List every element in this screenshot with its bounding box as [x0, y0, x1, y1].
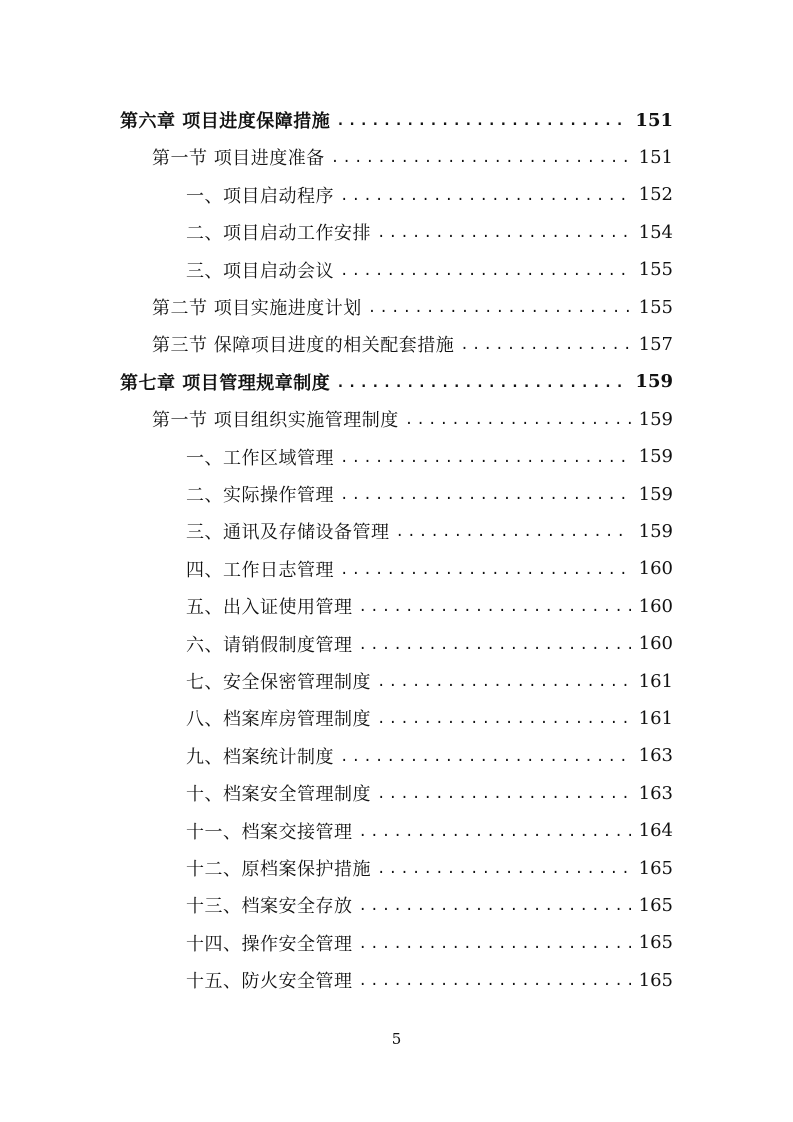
toc-dot-leader	[460, 327, 630, 363]
toc-dot-leader	[336, 365, 627, 401]
toc-dot-leader	[340, 739, 631, 775]
toc-entry-title: 第七章 项目管理规章制度	[120, 372, 331, 394]
toc-entry-page: 163	[638, 745, 673, 767]
toc-entry-page: 159	[638, 483, 673, 505]
toc-entry-title: 十四、操作安全管理	[186, 933, 353, 955]
toc-subsection-entry[interactable]	[186, 551, 673, 587]
toc-subsection-entry[interactable]	[186, 476, 673, 512]
toc-dot-leader	[359, 926, 631, 962]
toc-subsection-entry[interactable]	[186, 738, 673, 774]
toc-dot-leader	[340, 253, 631, 289]
toc-entry-page: 159	[638, 446, 673, 468]
toc-dot-leader	[377, 776, 631, 812]
toc-entry-page: 157	[638, 333, 673, 355]
toc-entry-page: 159	[635, 371, 673, 393]
toc-subsection-entry[interactable]	[186, 887, 673, 923]
toc-subsection-entry[interactable]	[186, 252, 673, 288]
toc-entry-title: 二、实际操作管理	[186, 485, 334, 506]
toc-subsection-entry[interactable]	[186, 925, 673, 961]
toc-entry-page: 165	[638, 857, 673, 879]
toc-entry-page: 165	[638, 894, 673, 916]
toc-entry-title: 第二节 项目实施进度计划	[152, 298, 362, 319]
toc-entry-title: 十五、防火安全管理	[186, 971, 353, 993]
toc-section-entry[interactable]	[152, 289, 673, 325]
toc-subsection-entry[interactable]	[186, 962, 673, 998]
toc-subsection-entry[interactable]	[186, 775, 673, 811]
toc-subsection-entry[interactable]	[186, 813, 673, 849]
toc-entry-page: 151	[635, 109, 673, 131]
toc-dot-leader	[396, 514, 631, 550]
toc-subsection-entry[interactable]	[186, 177, 673, 213]
toc-entry-title: 第一节 项目组织实施管理制度	[152, 410, 399, 432]
toc-entry-page: 159	[638, 520, 673, 542]
toc-dot-leader	[359, 963, 631, 999]
toc-dot-leader	[340, 477, 631, 513]
toc-entry-title: 十一、档案交接管理	[186, 821, 353, 843]
toc-entry-title: 七、安全保密管理制度	[186, 672, 371, 693]
toc-entry-page: 164	[638, 820, 673, 842]
toc-dot-leader	[405, 402, 631, 438]
toc-dot-leader	[359, 589, 631, 625]
toc-section-entry[interactable]	[152, 401, 673, 437]
toc-entry-page: 159	[638, 408, 673, 430]
toc-dot-leader	[336, 103, 627, 139]
toc-entry-page: 160	[638, 633, 673, 655]
toc-subsection-entry[interactable]	[186, 214, 673, 250]
toc-subsection-entry[interactable]	[186, 513, 673, 549]
toc-entry-page: 151	[638, 146, 673, 168]
toc-entry-title: 十、档案安全管理制度	[186, 784, 371, 806]
toc-subsection-entry[interactable]	[186, 700, 673, 736]
toc-entry-page: 155	[638, 296, 673, 318]
toc-dot-leader	[359, 814, 631, 850]
toc-entry-title: 十二、原档案保护措施	[186, 859, 371, 880]
toc-dot-leader	[340, 178, 631, 214]
toc-section-entry[interactable]	[152, 139, 673, 175]
toc-chapter-entry[interactable]	[120, 102, 673, 138]
toc-dot-leader	[377, 851, 631, 887]
page-number: 5	[391, 1030, 402, 1048]
toc-entry-title: 三、通讯及存储设备管理	[186, 522, 390, 544]
toc-subsection-entry[interactable]	[186, 439, 673, 475]
toc-dot-leader	[359, 627, 631, 663]
toc-dot-leader	[340, 440, 631, 476]
toc-entry-page: 163	[638, 782, 673, 804]
toc-entry-page: 161	[638, 707, 673, 729]
toc-section-entry[interactable]	[152, 326, 673, 362]
toc-entry-title: 一、工作区域管理	[186, 447, 334, 469]
toc-entry-page: 165	[638, 932, 673, 954]
toc-entry-title: 一、项目启动程序	[186, 185, 334, 207]
toc-chapter-entry[interactable]	[120, 364, 673, 400]
toc-dot-leader	[340, 552, 631, 588]
toc-entry-title: 第三节 保障项目进度的相关配套措施	[152, 335, 455, 357]
toc-dot-leader	[331, 140, 631, 176]
toc-entry-title: 四、工作日志管理	[186, 559, 334, 581]
toc-entry-title: 六、请销假制度管理	[186, 634, 353, 656]
toc-entry-page: 154	[638, 221, 673, 243]
toc-entry-title: 三、项目启动会议	[186, 260, 334, 282]
toc-dot-leader	[377, 701, 631, 737]
toc-entry-page: 152	[638, 184, 673, 206]
toc-entry-title: 九、档案统计制度	[186, 746, 334, 768]
toc-entry-page: 160	[638, 595, 673, 617]
toc-entry-title: 第一节 项目进度准备	[152, 148, 325, 170]
toc-dot-leader	[377, 664, 631, 700]
toc-dot-leader	[377, 215, 631, 251]
toc-subsection-entry[interactable]	[186, 626, 673, 662]
toc-subsection-entry[interactable]	[186, 850, 673, 886]
toc-subsection-entry[interactable]	[186, 588, 673, 624]
toc-entry-title: 十三、档案安全存放	[186, 896, 353, 918]
toc-subsection-entry[interactable]	[186, 663, 673, 699]
toc-entry-page: 155	[638, 259, 673, 281]
toc-dot-leader	[368, 290, 631, 326]
toc-entry-title: 第六章 项目进度保障措施	[120, 111, 331, 132]
toc-entry-title: 二、项目启动工作安排	[186, 223, 371, 245]
toc-dot-leader	[359, 888, 631, 924]
toc-entry-page: 165	[638, 969, 673, 991]
toc-entry-page: 160	[638, 558, 673, 580]
toc-entry-title: 八、档案库房管理制度	[186, 709, 371, 731]
toc-entry-page: 161	[638, 670, 673, 692]
toc-entry-title: 五、出入证使用管理	[186, 597, 353, 619]
